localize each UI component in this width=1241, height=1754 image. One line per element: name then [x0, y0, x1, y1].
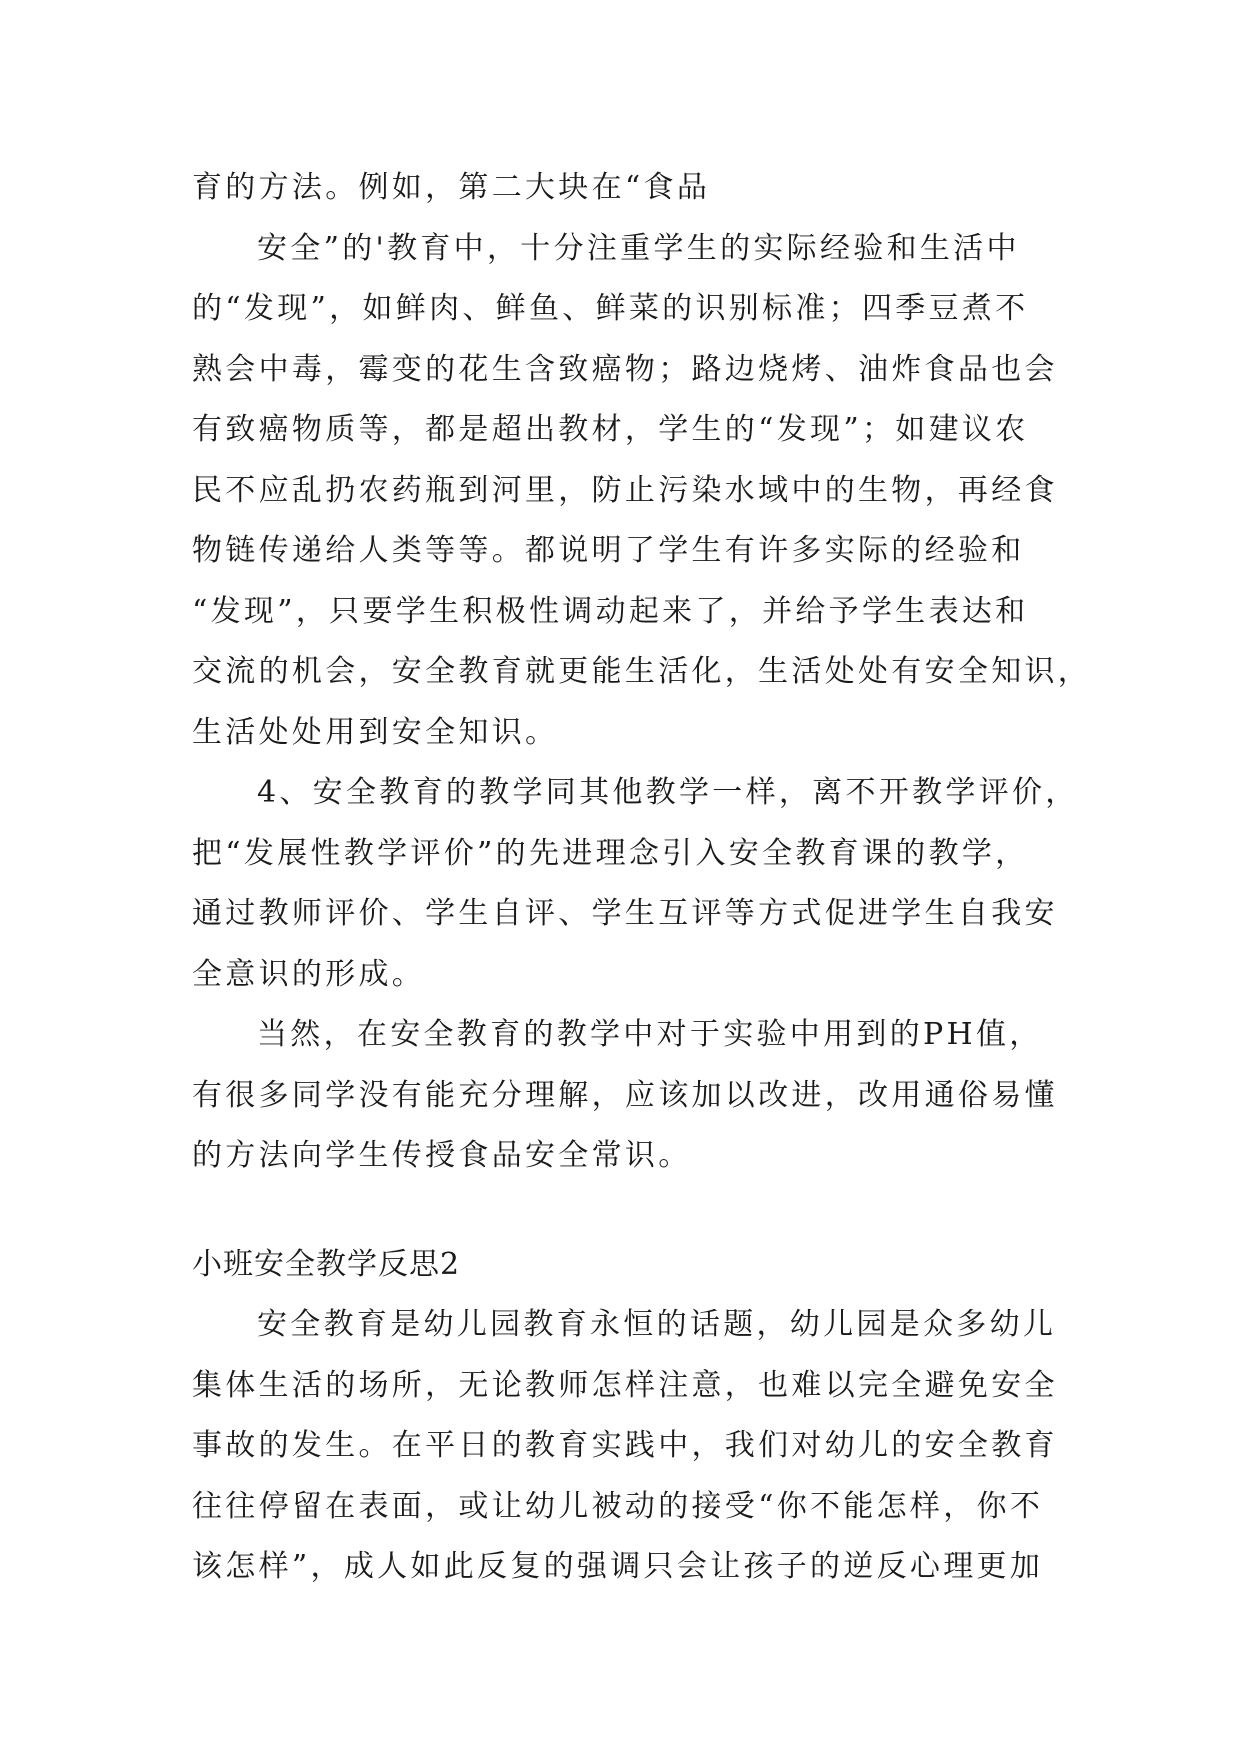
document-body [192, 158, 1092, 1598]
text-line: 交流的机会，安全教育就更能生活化，生活处处有安全知识， [192, 654, 1092, 689]
paragraph-start-line: 当然，在安全教育的教学中对于实验中用到的PH值， [257, 1017, 1043, 1052]
text-line: 集体生活的场所，无论教师怎样注意，也难以完全避免安全 [192, 1367, 1058, 1403]
section-spacer [192, 1187, 1052, 1235]
section-1 [192, 158, 1092, 1187]
section-heading: 小班安全教学反思2 [192, 1246, 461, 1282]
text-line: 全意识的形成。 [192, 956, 426, 992]
text-line: 生活处处用到安全知识。 [192, 714, 559, 750]
text-line: 有很多同学没有能充分理解，应该加以改进，改用通俗易懂 [192, 1077, 1058, 1113]
text-line: 的方法向学生传授食品安全常识。 [192, 1138, 692, 1173]
text-line: 有致癌物质等，都是超出教材，学生的“发现”；如建议农 [192, 412, 1029, 447]
text-line: 把“发展性教学评价”的先进理念引入安全教育课的教学， [192, 835, 1029, 871]
paragraph-start-line: 安全教育是幼儿园教育永恒的话题，幼儿园是众多幼儿 [257, 1307, 1057, 1342]
text-line: 熟会中毒，霉变的花生含致癌物；路边烧烤、油炸食品也会 [192, 351, 1058, 387]
paragraph-start-line: 4、安全教育的教学同其他教学一样，离不开教学评价， [257, 775, 1079, 810]
text-line: 物链传递给人类等等。都说明了学生有许多实际的经验和 [192, 533, 1025, 568]
text-line: 往往停留在表面，或让幼儿被动的接受“你不能怎样，你不 [192, 1488, 1044, 1524]
text-line: 事故的发生。在平日的教育实践中，我们对幼儿的安全教育 [192, 1428, 1058, 1463]
text-line: 民不应乱扔农药瓶到河里，防止污染水域中的生物，再经食 [192, 472, 1058, 508]
text-line: 该怎样”，成人如此反复的强调只会让孩子的逆反心理更加 [192, 1549, 1044, 1584]
text-line: “发现”，只要学生积极性调动起来了，并给予学生表达和 [192, 593, 1029, 629]
section-2 [192, 1235, 1058, 1598]
text-line: 的“发现”，如鲜肉、鲜鱼、鲜菜的识别标准；四季豆煮不 [192, 291, 1029, 326]
paragraph-start-line: 安全”的'教育中，十分注重学生的实际经验和生活中 [257, 230, 1020, 266]
text-line: 育的方法。例如，第二大块在“食品 [192, 170, 711, 205]
text-line: 通过教师评价、学生自评、学生互评等方式促进学生自我安 [192, 896, 1058, 931]
